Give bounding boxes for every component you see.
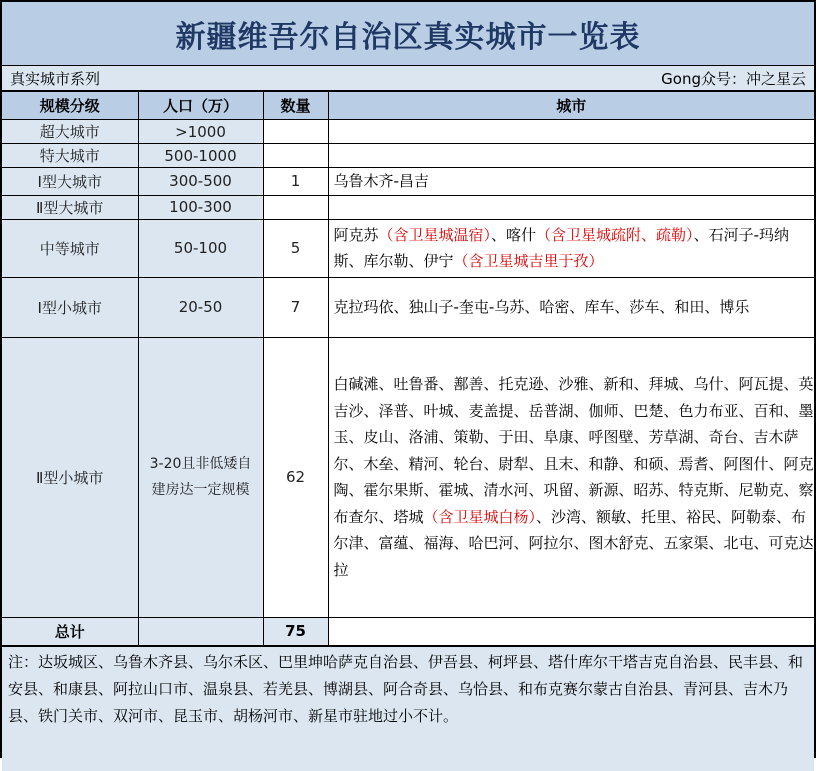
cities-cell <box>328 337 814 617</box>
cities-cell <box>328 277 814 337</box>
table-row <box>2 277 814 337</box>
count-cell <box>263 120 328 144</box>
table-row <box>2 144 814 168</box>
count-cell: 5 <box>263 219 328 277</box>
header-population: 人口（万） <box>138 92 263 120</box>
cities-cell <box>328 168 814 196</box>
scale-cell: Ⅰ型大城市 <box>2 168 138 196</box>
satellite-note: （含卫星城吉里于孜） <box>453 252 604 270</box>
scale-cell: 中等城市 <box>2 219 138 277</box>
header-count: 数量 <box>263 92 328 120</box>
scale-cell: 特大城市 <box>2 144 138 168</box>
table-row <box>2 120 814 144</box>
city-list: 白碱滩、吐鲁番、鄯善、托克逊、沙雅、新和、拜城、乌什、阿瓦提、英吉沙、泽普、叶城、麦盖提、岳普湖、伽师、巴楚、色力布亚、百和、墨玉、皮山、洛浦、策勒、于田、阜康、呼图壁、芳草湖、奇台、吉木萨尔、木垒、精河、轮台、尉犁、且末、和静、和硕、焉耆、阿图什、阿克陶、霍尔果斯、霍城、清水河、巩留、新源、昭苏、特克斯、尼勒克、察布查尔、塔城 <box>333 375 814 526</box>
table-row <box>2 219 814 277</box>
scale-cell: Ⅱ型大城市 <box>2 195 138 219</box>
table-row <box>2 195 814 219</box>
count-cell <box>263 195 328 219</box>
count-cell <box>263 144 328 168</box>
population-cell: 100-300 <box>138 195 263 219</box>
table-row <box>2 168 814 196</box>
city-list: 、石河子-玛纳斯、库尔勒、伊宁 <box>333 225 789 270</box>
header-scale: 规模分级 <box>2 92 138 120</box>
sheet-title: 新疆维吾尔自治区真实城市一览表 <box>2 2 814 66</box>
total-empty-cell <box>328 617 814 645</box>
total-count: 75 <box>263 617 328 645</box>
footnote: 注：达坂城区、乌鲁木齐县、乌尔禾区、巴里坤哈萨克自治县、伊吾县、柯坪县、塔什库尔干塔吉克自治县、民丰县、和安县、和康县、阿拉山口市、温泉县、若羌县、博湖县、阿合奇县、乌恰县、和布克赛尔蒙古自治县、青河县、吉木乃县、铁门关市、双河市、昆玉市、胡杨河市、新星市驻地过小不计。 <box>2 646 814 771</box>
table-row <box>2 337 814 617</box>
total-row <box>2 617 814 645</box>
series-label: 真实城市系列 <box>10 69 101 88</box>
city-list: 、喀什 <box>491 225 537 244</box>
city-list: 、沙湾、额敏、托里、裕民、阿勒泰、布尔津、富蕴、福海、哈巴河、阿拉尔、图木舒克、五家渠、北屯、可克达拉 <box>333 507 814 579</box>
count-cell: 1 <box>263 168 328 196</box>
population-cell: 20-50 <box>138 277 263 337</box>
city-list: 阿克苏 <box>333 225 379 244</box>
population-cell: >1000 <box>138 120 263 144</box>
count-cell: 62 <box>263 337 328 617</box>
cities-cell <box>328 144 814 168</box>
header-row <box>2 92 814 120</box>
population-cell: 50-100 <box>138 219 263 277</box>
credit-label: Gong众号：冲之星云 <box>661 69 806 88</box>
city-list: 乌鲁木齐-昌吉 <box>333 172 429 190</box>
cities-cell <box>328 120 814 144</box>
satellite-note: （含卫星城疏附、疏勒） <box>536 225 694 244</box>
population-cell: 300-500 <box>138 168 263 196</box>
subtitle-row <box>2 66 814 91</box>
count-cell: 7 <box>263 277 328 337</box>
population-cell: 500-1000 <box>138 144 263 168</box>
scale-cell: Ⅱ型小城市 <box>2 337 138 617</box>
scale-cell: 超大城市 <box>2 120 138 144</box>
cities-cell <box>328 195 814 219</box>
header-cities: 城市 <box>328 92 814 120</box>
population-cell: 3-20且非低矮自建房达一定规模 <box>138 337 263 617</box>
city-table <box>2 91 814 646</box>
satellite-note: （含卫星城温宿） <box>378 225 492 244</box>
total-label: 总计 <box>2 617 138 645</box>
cities-cell <box>328 219 814 277</box>
city-list: 克拉玛依、独山子-奎屯-乌苏、哈密、库车、莎车、和田、博乐 <box>333 297 750 316</box>
scale-cell: Ⅰ型小城市 <box>2 277 138 337</box>
satellite-note: （含卫星城白杨） <box>423 507 537 526</box>
total-empty-cell <box>138 617 263 645</box>
